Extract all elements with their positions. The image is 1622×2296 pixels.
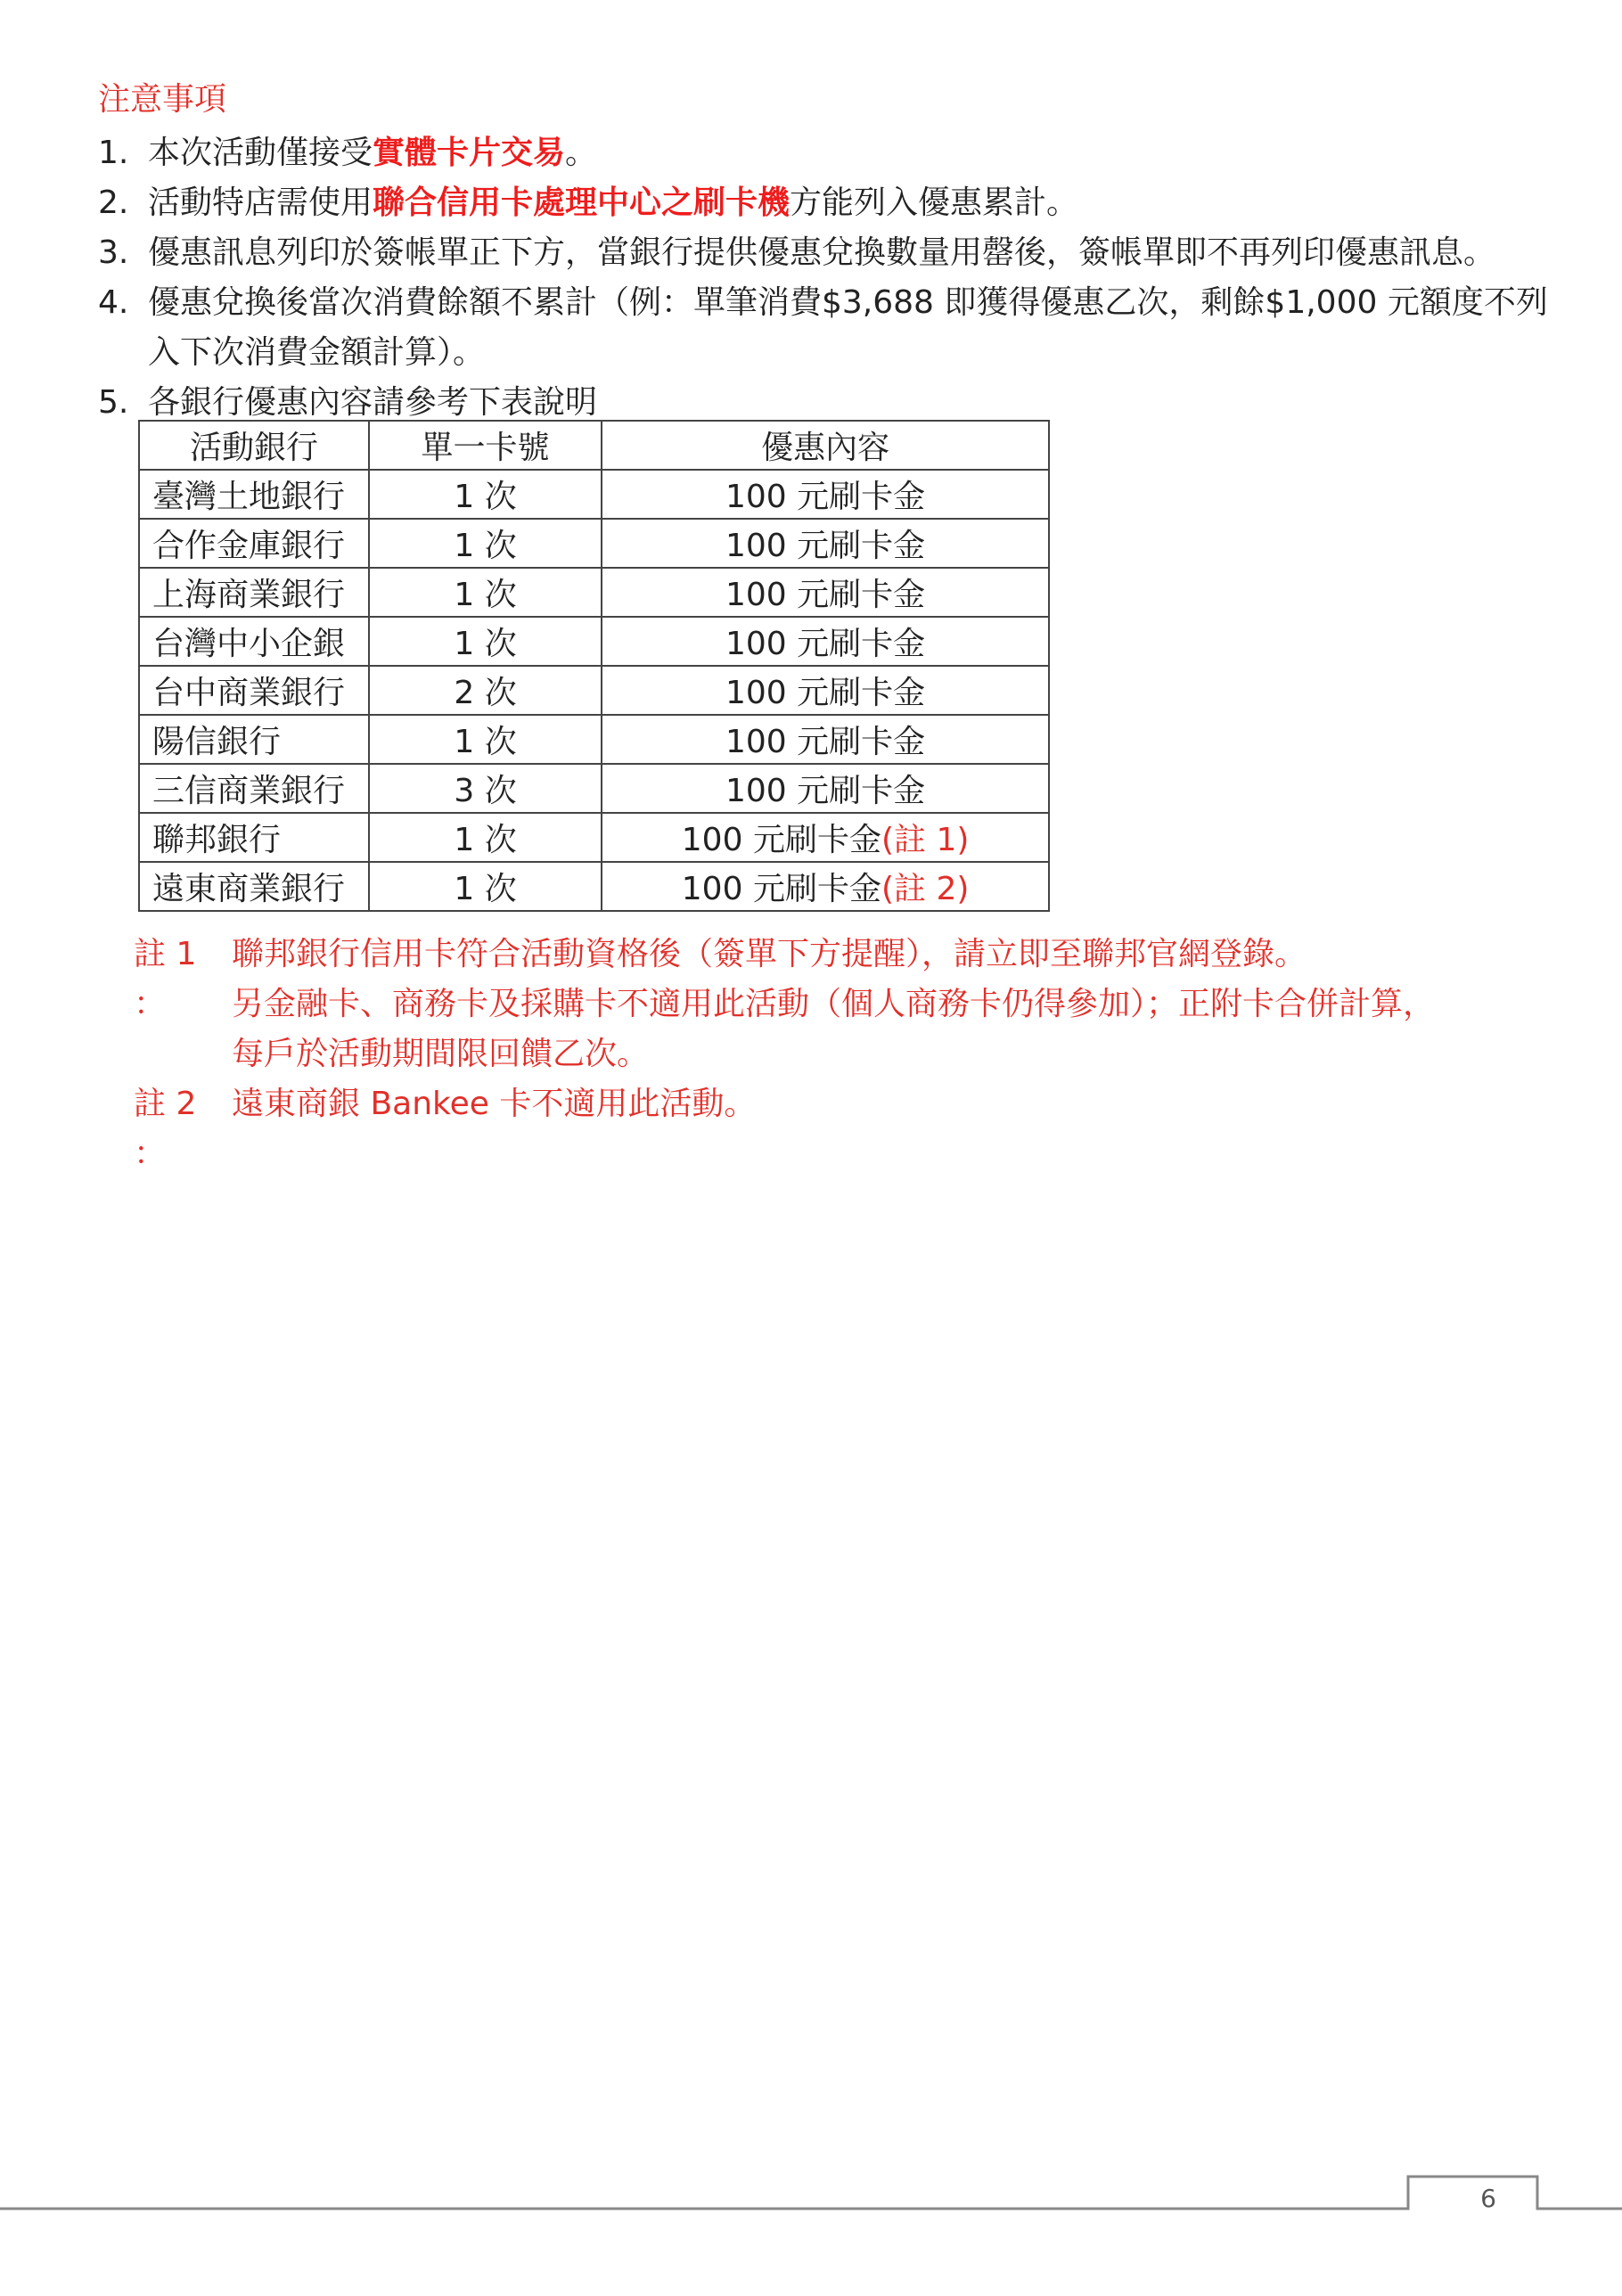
content-cell: 100 元刷卡金 bbox=[602, 617, 1049, 666]
content-cell: 100 元刷卡金 bbox=[602, 568, 1049, 617]
content-cell: 100 元刷卡金 bbox=[602, 764, 1049, 813]
bank-cell: 聯邦銀行 bbox=[139, 813, 369, 862]
table-row bbox=[139, 715, 1049, 764]
footer-tab-line bbox=[0, 1312, 1622, 2296]
footnote-2 bbox=[134, 1079, 1435, 1179]
content-cell: 100 元刷卡金(註 2) bbox=[602, 862, 1049, 911]
item-text: 活動特店需使用聯合信用卡處理中心之刷卡機方能列入優惠累計。 bbox=[148, 184, 1079, 221]
content-cell: 100 元刷卡金 bbox=[602, 470, 1049, 519]
list-item bbox=[98, 228, 1560, 278]
emphasis-text: 聯合信用卡處理中心之刷卡機 bbox=[373, 184, 791, 221]
bank-cell: 台中商業銀行 bbox=[139, 666, 369, 715]
times-cell: 1 次 bbox=[369, 568, 602, 617]
item-text: 各銀行優惠內容請參考下表說明 bbox=[148, 384, 598, 421]
item-number: 3. bbox=[98, 234, 129, 271]
footnote-line: 另金融卡、商務卡及採購卡不適用此活動（個人商務卡仍得參加）；正附卡合併計算， bbox=[232, 986, 1436, 1022]
item-number: 2. bbox=[98, 184, 129, 221]
times-cell: 1 次 bbox=[369, 862, 602, 911]
table-row bbox=[139, 568, 1049, 617]
list-item bbox=[98, 128, 1560, 178]
emphasis-text: 實體卡片交易 bbox=[373, 135, 566, 171]
item-text: 優惠兌換後當次消費餘額不累計（例：單筆消費$3,688 即獲得優惠乙次，剩餘$1,000 元額度不列入下次消費金額計算）。 bbox=[148, 284, 1548, 371]
footnotes bbox=[134, 930, 1435, 1179]
item-text: 本次活動僅接受實體卡片交易。 bbox=[148, 135, 598, 171]
content-cell: 100 元刷卡金(註 1) bbox=[602, 813, 1049, 862]
bank-offer-table bbox=[138, 420, 1050, 912]
times-cell: 1 次 bbox=[369, 813, 602, 862]
footnote-line: 聯邦銀行信用卡符合活動資格後（簽單下方提醒），請立即至聯邦官網登錄。 bbox=[232, 936, 1307, 972]
page-number: 6 bbox=[1480, 2184, 1496, 2213]
bank-cell: 台灣中小企銀 bbox=[139, 617, 369, 666]
footnote-line: 遠東商銀 Bankee 卡不適用此活動。 bbox=[232, 1086, 757, 1122]
item-number: 1. bbox=[98, 135, 129, 171]
footnote-label: 註 1 ： bbox=[134, 936, 197, 1022]
notice-list bbox=[98, 128, 1560, 428]
table-row bbox=[139, 470, 1049, 519]
item-number: 4. bbox=[98, 284, 129, 321]
notice-heading: 注意事項 bbox=[98, 81, 227, 118]
footnote-line: 每戶於活動期間限回饋乙次。 bbox=[232, 1036, 650, 1072]
footnote-label: 註 2 ： bbox=[134, 1086, 197, 1172]
item-number: 5. bbox=[98, 384, 129, 421]
note-ref: (註 2) bbox=[881, 871, 970, 907]
footnote-1 bbox=[134, 930, 1435, 1079]
times-cell: 1 次 bbox=[369, 470, 602, 519]
content-cell: 100 元刷卡金 bbox=[602, 715, 1049, 764]
bank-cell: 合作金庫銀行 bbox=[139, 519, 369, 568]
times-cell: 1 次 bbox=[369, 519, 602, 568]
content-cell: 100 元刷卡金 bbox=[602, 519, 1049, 568]
times-cell: 3 次 bbox=[369, 764, 602, 813]
header-offer-content: 優惠內容 bbox=[602, 421, 1049, 470]
bank-cell: 陽信銀行 bbox=[139, 715, 369, 764]
content-cell: 100 元刷卡金 bbox=[602, 666, 1049, 715]
header-bank: 活動銀行 bbox=[139, 421, 369, 470]
table-row bbox=[139, 666, 1049, 715]
note-ref: (註 1) bbox=[881, 822, 970, 858]
times-cell: 1 次 bbox=[369, 617, 602, 666]
table-header-row bbox=[139, 421, 1049, 470]
table-row bbox=[139, 862, 1049, 911]
header-card-number: 單一卡號 bbox=[369, 421, 602, 470]
item-text: 優惠訊息列印於簽帳單正下方，當銀行提供優惠兌換數量用罄後，簽帳單即不再列印優惠訊息。 bbox=[148, 234, 1496, 271]
list-item bbox=[98, 178, 1560, 228]
bank-cell: 臺灣土地銀行 bbox=[139, 470, 369, 519]
list-item bbox=[98, 278, 1560, 378]
table-row bbox=[139, 519, 1049, 568]
table-row bbox=[139, 764, 1049, 813]
bank-cell: 遠東商業銀行 bbox=[139, 862, 369, 911]
table-row bbox=[139, 617, 1049, 666]
times-cell: 2 次 bbox=[369, 666, 602, 715]
times-cell: 1 次 bbox=[369, 715, 602, 764]
bank-cell: 上海商業銀行 bbox=[139, 568, 369, 617]
bank-cell: 三信商業銀行 bbox=[139, 764, 369, 813]
table-row bbox=[139, 813, 1049, 862]
